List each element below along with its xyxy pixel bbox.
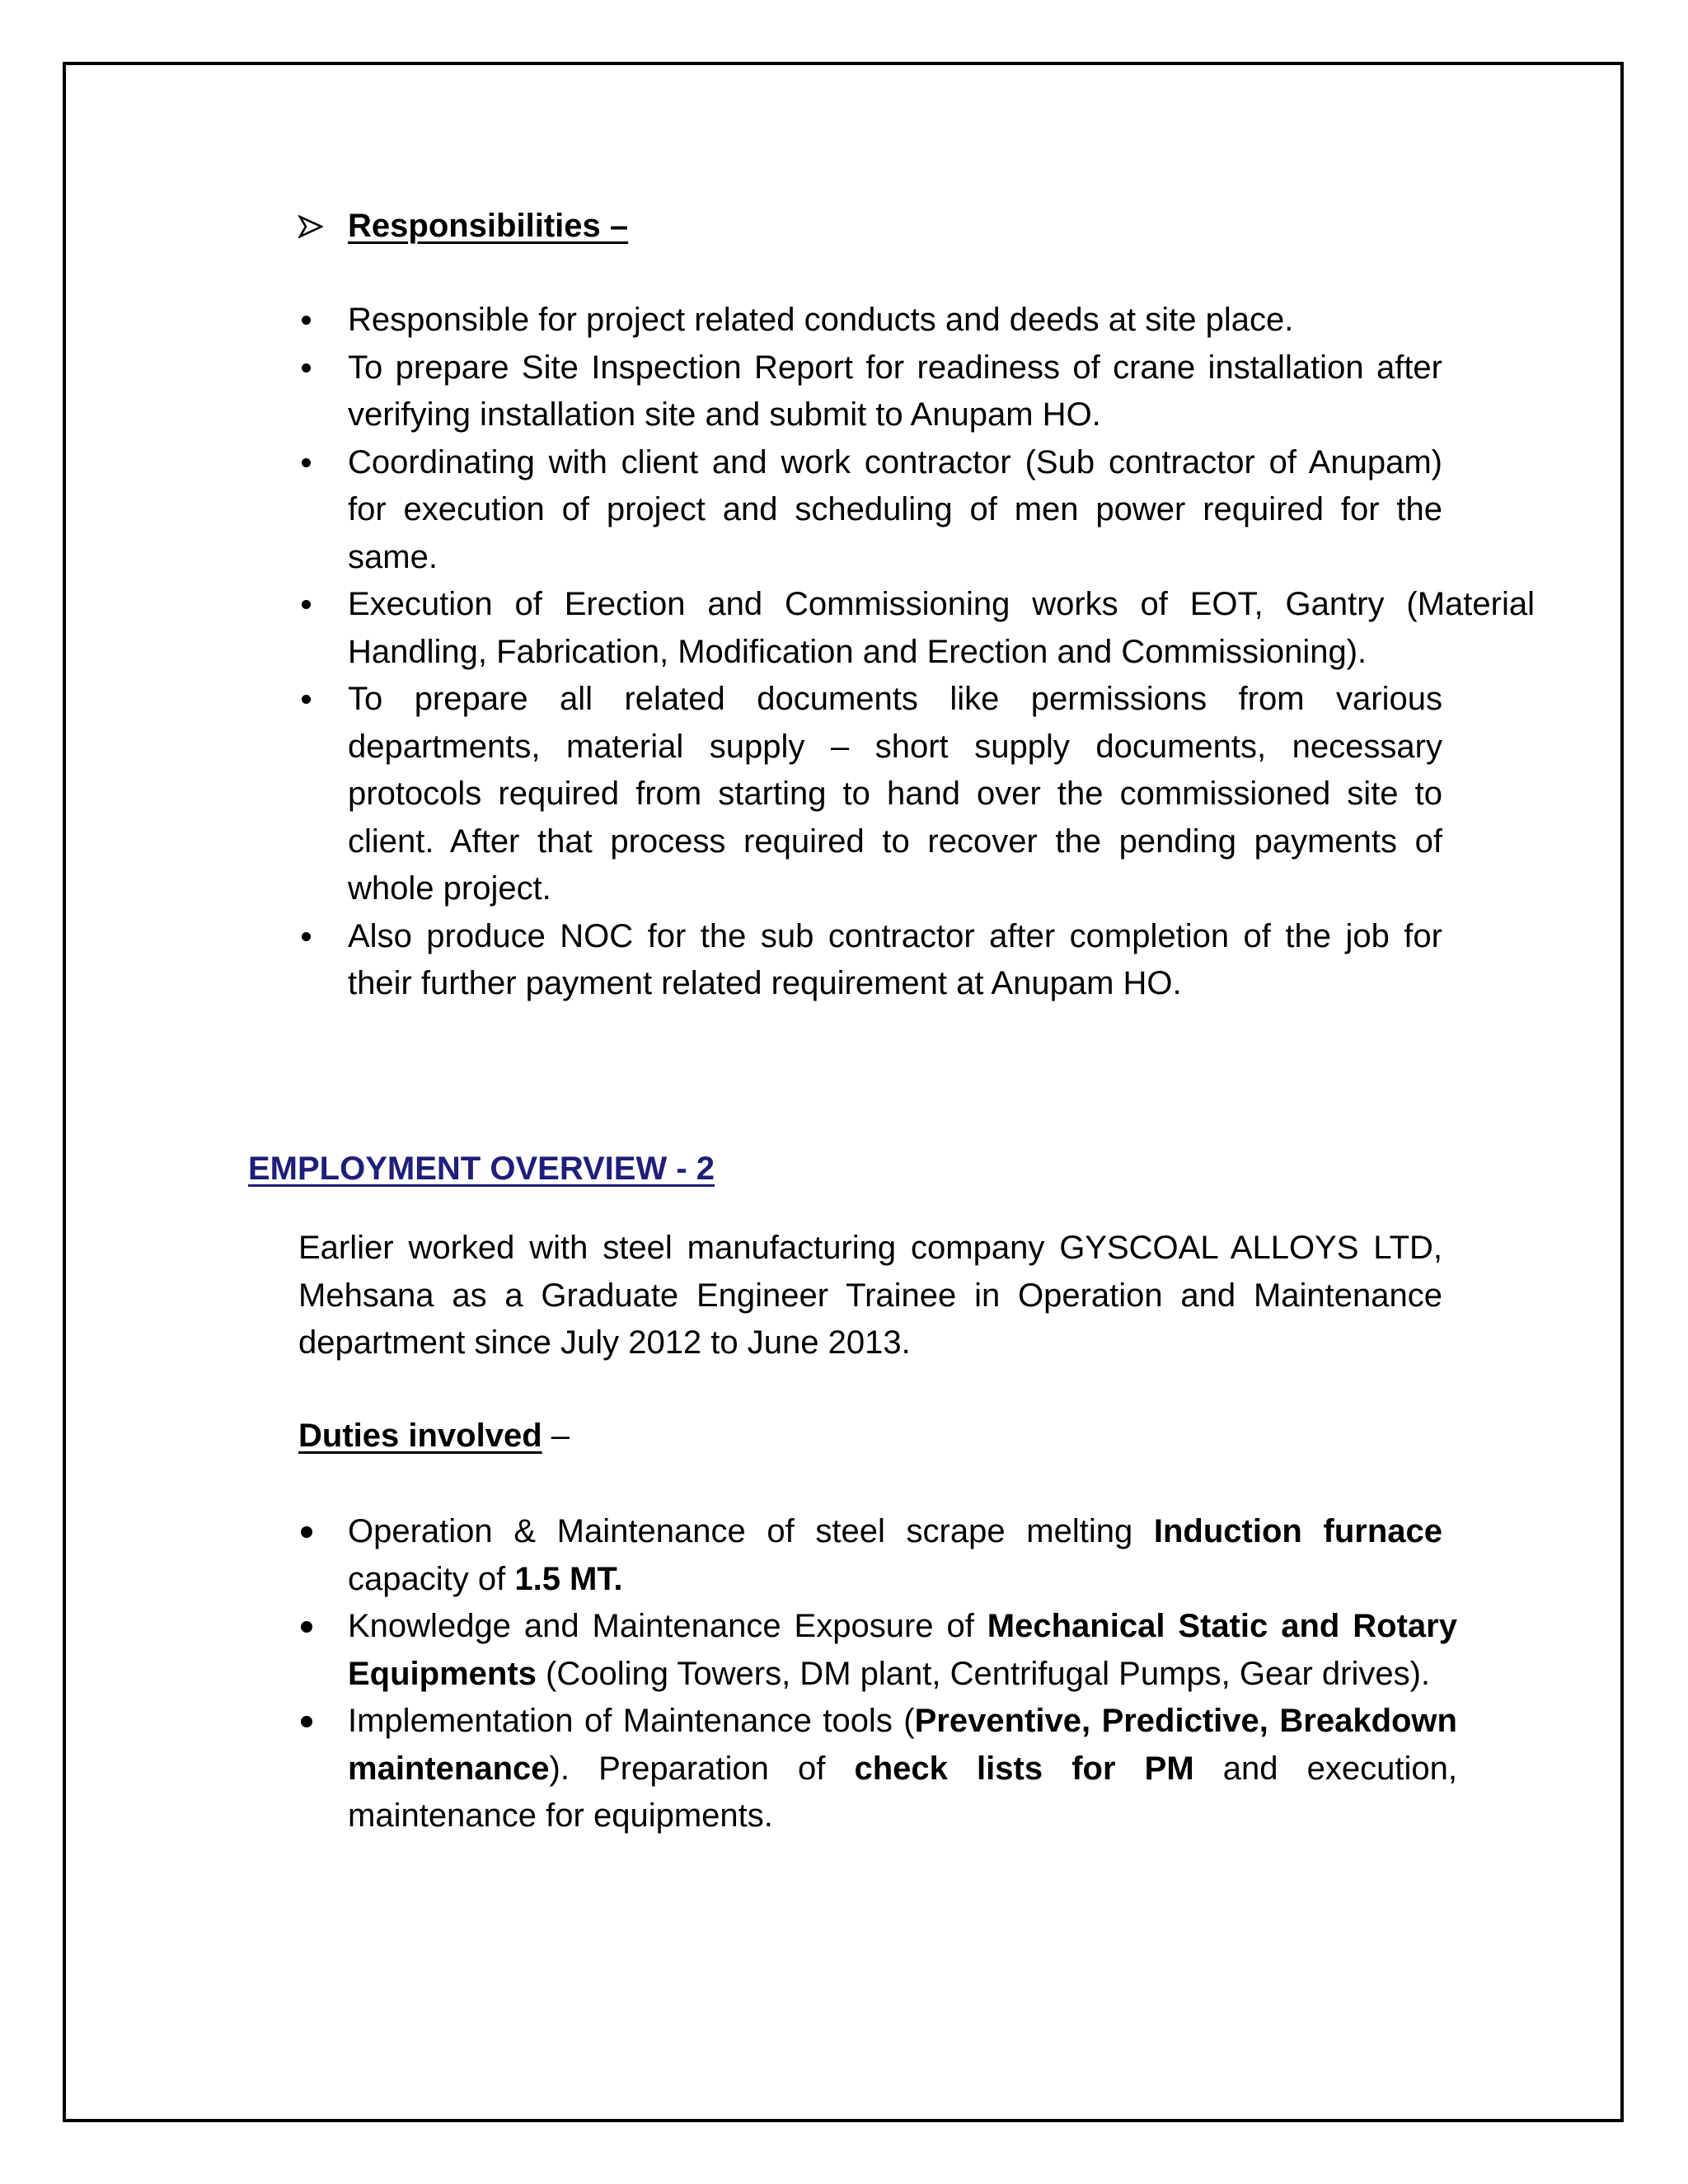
- list-item-text: To prepare Site Inspection Report for readiness of crane installation after verifying installation site and submit to Anupam HO.: [348, 349, 1442, 433]
- list-item-text: capacity of: [348, 1560, 515, 1597]
- employment-overview-heading: EMPLOYMENT OVERVIEW - 2: [248, 1151, 715, 1187]
- list-item: [298, 581, 1535, 676]
- responsibilities-list: [298, 297, 1535, 1008]
- list-item-text: Knowledge and Maintenance Exposure of: [348, 1608, 987, 1644]
- list-item-bold-text: Preventive, Predictive, Breakdown maintenance: [348, 1703, 1457, 1787]
- duties-list: [298, 1508, 1457, 1840]
- list-item-text: Responsible for project related conducts and deeds at site place.: [348, 302, 1294, 338]
- duties-heading-suffix: –: [542, 1418, 570, 1454]
- bullet-dot-icon: [298, 581, 348, 629]
- bullet-dot-icon: [298, 1603, 348, 1651]
- list-item-text: Also produce NOC for the sub contractor after completion of the job for their further payment related requirement at Anupam HO.: [348, 917, 1442, 1001]
- list-item: [298, 913, 1442, 1008]
- list-item-bold-text: Induction furnace: [1153, 1513, 1442, 1549]
- employment-overview-paragraph: Earlier worked with steel manufacturing company GYSCOAL ALLOYS LTD, Mehsana as a Graduate Engineer Trainee in Operation and Maintenance department since July 2012 to June 2013.: [298, 1230, 1442, 1361]
- bullet-dot-icon: [298, 439, 348, 487]
- list-item-text: Operation & Maintenance of steel scrape melting: [348, 1513, 1154, 1549]
- list-item-text: Execution of Erection and Commissioning works of EOT, Gantry (Material Handling, Fabrication, Modification and Erection and Commissioning).: [348, 586, 1535, 670]
- bullet-dot-icon: [298, 344, 348, 392]
- duties-heading: [298, 1413, 570, 1460]
- list-item-text: Coordinating with client and work contractor (Sub contractor of Anupam) for execution of project and scheduling of men power required for the same.: [348, 443, 1442, 575]
- list-item: [298, 439, 1442, 582]
- bullet-dot-icon: [298, 676, 348, 724]
- responsibilities-heading: [298, 203, 628, 250]
- list-item-text: ). Preparation of: [549, 1750, 855, 1787]
- list-item: [298, 344, 1442, 439]
- list-item-text: Implementation of Maintenance tools (: [348, 1703, 915, 1739]
- bullet-dot-icon: [298, 913, 348, 961]
- list-item-bold-text: Mechanical Static and Rotary Equipments: [348, 1608, 1457, 1692]
- list-item-text: and execution, maintenance for equipments.: [348, 1750, 1457, 1834]
- bullet-dot-icon: [298, 297, 348, 344]
- arrow-bullet-icon: [298, 203, 348, 250]
- list-item: [298, 1508, 1442, 1603]
- bullet-dot-icon: [298, 1508, 348, 1556]
- list-item: [298, 676, 1442, 913]
- bullet-dot-icon: [298, 1698, 348, 1746]
- list-item: [298, 1603, 1457, 1698]
- list-item-bold-text: check lists for PM: [854, 1750, 1194, 1787]
- list-item-text: To prepare all related documents like permissions from various departments, material supply – short supply documents, necessary protocols required from starting to hand over the commissioned site to client. After that process required to recover the pending payments of whole project.: [348, 681, 1442, 907]
- duties-heading-text: Duties involved: [298, 1418, 542, 1454]
- list-item-text: (Cooling Towers, DM plant, Centrifugal Pumps, Gear drives).: [536, 1655, 1431, 1692]
- list-item-bold-text: 1.5 MT.: [514, 1560, 623, 1597]
- list-item: [298, 297, 1442, 344]
- responsibilities-heading-text: Responsibilities –: [348, 207, 629, 244]
- list-item: [298, 1698, 1457, 1840]
